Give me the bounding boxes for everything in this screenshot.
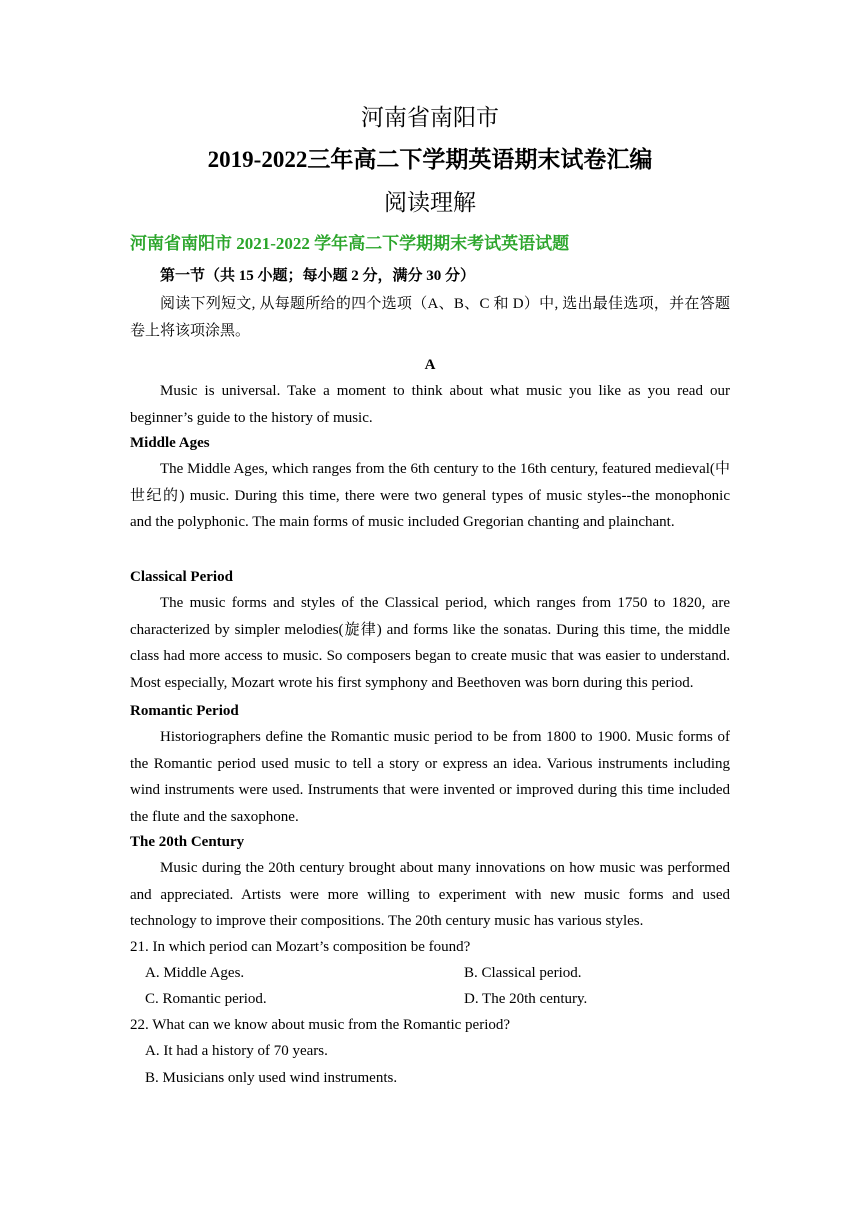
section-heading-20th-century: The 20th Century (130, 834, 245, 850)
question-21-option-d: D. The 20th century. (464, 991, 588, 1007)
section-heading-classical: Classical Period (130, 569, 233, 585)
document-title-region: 河南省南阳市 (361, 105, 499, 130)
section-instruction: 阅读下列短文, 从每题所给的四个选项（A、B、C 和 D）中, 选出最佳选项，并在答题卷上将该项涂黑。 (130, 296, 730, 339)
question-21-option-a: A. Middle Ages. (145, 965, 245, 981)
question-21-option-b: B. Classical period. (464, 965, 582, 981)
question-22-option-a: A. It had a history of 70 years. (145, 1043, 328, 1059)
question-22-stem: 22. What can we know about music from the Romantic period? (130, 1017, 511, 1033)
question-21-option-c: C. Romantic period. (145, 991, 267, 1007)
question-21-stem: 21. In which period can Mozart’s composition be found? (130, 939, 471, 955)
section-heading-romantic: Romantic Period (130, 703, 239, 719)
section-text-classical: The music forms and styles of the Classical period, which ranges from 1750 to 1820, are characterized by simpler melodies(旋律) and forms like the sonatas. During this time, the middle class had more access to music. So composers began to create music that was easier to understand. Most especially, Mozart wrote his first symphony and Beethoven was born during this period. (130, 595, 730, 691)
section-text-20th-century: Music during the 20th century brought about many innovations on how music was performed and appreciated. Artists were more willing to experiment with new music forms and used technology to improve their compositions. The 20th century music has various styles. (130, 860, 730, 929)
question-22-option-b: B. Musicians only used wind instruments. (145, 1070, 398, 1086)
document-title-compilation: 2019-2022三年高二下学期英语期末试卷汇编 (207, 147, 653, 172)
exam-title: 河南省南阳市 2021-2022 学年高二下学期期末考试英语试题 (130, 234, 570, 253)
passage-intro: Music is universal. Take a moment to think about what music you like as you read our beginner’s guide to the history of music. (130, 383, 730, 426)
section-note: 第一节（共 15 小题；每小题 2 分，满分 30 分） (160, 268, 476, 284)
section-text-middle-ages: The Middle Ages, which ranges from the 6th century to the 16th century, featured medieval(中世纪的) music. During this time, there were two general types of music styles--the monophonic and the polyphonic. The main forms of music included Gregorian chanting and plainchant. (130, 461, 730, 530)
section-text-romantic: Historiographers define the Romantic music period to be from 1800 to 1900. Music forms of the Romantic period used music to tell a story or express an idea. Various instruments including wind instruments were used. Instruments that were invented or improved during this time included the flute and the saxophone. (130, 729, 730, 825)
passage-label: A (424, 357, 436, 373)
section-heading-middle-ages: Middle Ages (130, 435, 210, 451)
document-title-topic: 阅读理解 (384, 190, 476, 215)
